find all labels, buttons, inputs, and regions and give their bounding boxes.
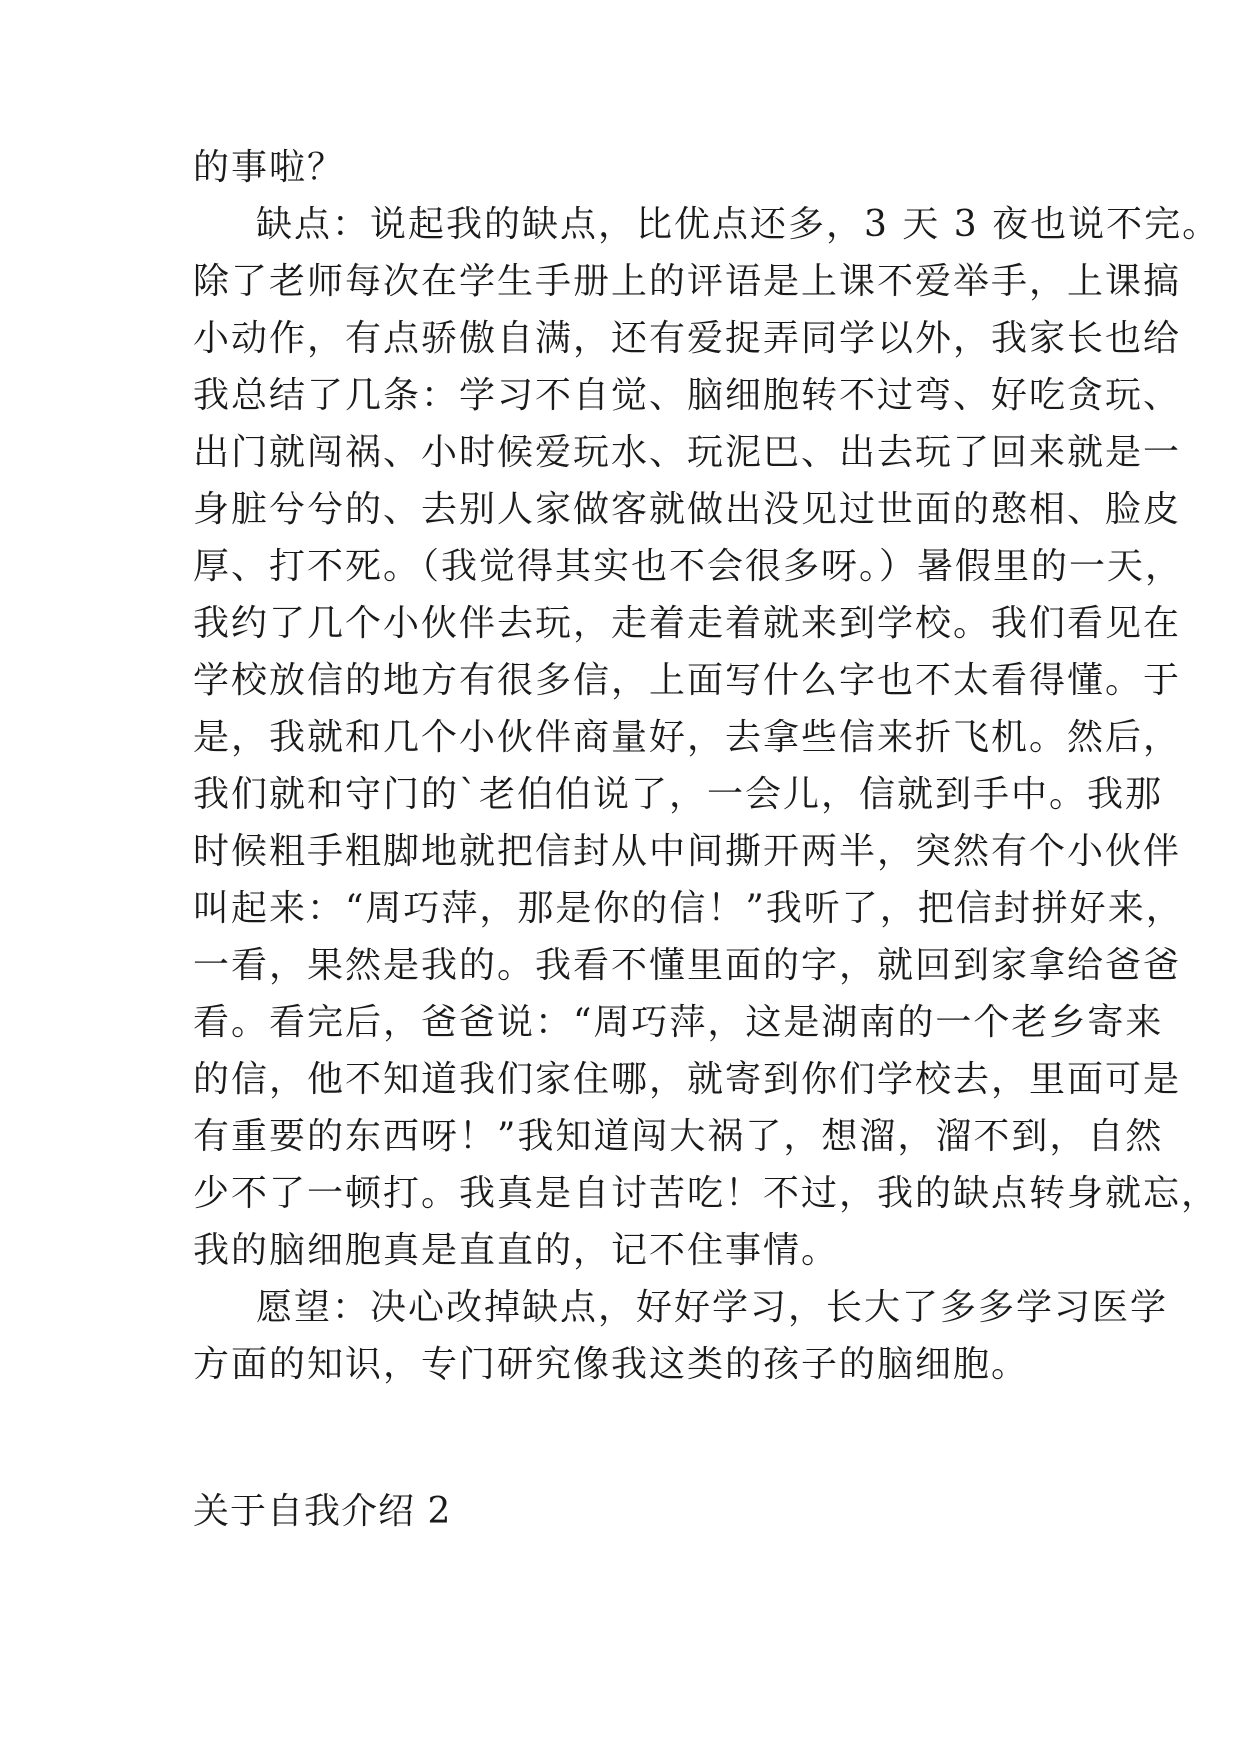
- paragraph-line: 厚、打不死。（我觉得其实也不会很多呀。）暑假里的一天，: [193, 546, 1184, 587]
- paragraph-line: 出门就闯祸、小时候爱玩水、玩泥巴、出去玩了回来就是一: [193, 432, 1182, 473]
- paragraph-line: 叫起来：“周巧萍，那是你的信！”我听了，把信封拼好来，: [193, 888, 1184, 929]
- paragraph-line: 我的脑细胞真是直直的，记不住事情。: [193, 1230, 840, 1271]
- paragraph-line: 我约了几个小伙伴去玩，走着走着就来到学校。我们看见在: [193, 603, 1182, 644]
- paragraph-line: 我们就和守门的`老伯伯说了，一会儿，信就到手中。我那: [193, 774, 1164, 815]
- paragraph-line: 小动作，有点骄傲自满，还有爱捉弄同学以外，我家长也给: [193, 318, 1182, 359]
- paragraph-line: 时候粗手粗脚地就把信封从中间撕开两半，突然有个小伙伴: [193, 831, 1182, 872]
- paragraph-line: 学校放信的地方有很多信，上面写什么字也不太看得懂。于: [193, 660, 1182, 701]
- paragraph-line: 一看，果然是我的。我看不懂里面的字，就回到家拿给爸爸: [193, 945, 1182, 986]
- paragraph-line: 我总结了几条：学习不自觉、脑细胞转不过弯、好吃贪玩、: [193, 375, 1182, 416]
- paragraph-line: 有重要的东西呀！”我知道闯大祸了，想溜，溜不到，自然: [193, 1116, 1164, 1157]
- paragraph-line: 缺点：说起我的缺点，比优点还多，3 天 3 夜也说不完。: [256, 204, 1221, 245]
- paragraph-line: 身脏兮兮的、去别人家做客就做出没见过世面的憨相、脸皮: [193, 489, 1182, 530]
- paragraph-line: 看。看完后，爸爸说：“周巧萍，这是湖南的一个老乡寄来: [193, 1002, 1164, 1043]
- paragraph-line: 的信，他不知道我们家住哪，就寄到你们学校去，里面可是: [193, 1059, 1182, 1100]
- paragraph-line: 除了老师每次在学生手册上的评语是上课不爱举手，上课搞: [193, 261, 1182, 302]
- paragraph-line: 少不了一顿打。我真是自讨苦吃！不过，我的缺点转身就忘，: [193, 1173, 1220, 1214]
- paragraph-line: 是，我就和几个小伙伴商量好，去拿些信来折飞机。然后，: [193, 717, 1182, 758]
- paragraph-line: 方面的知识，专门研究像我这类的孩子的脑细胞。: [193, 1344, 1030, 1385]
- paragraph-line: 的事啦？: [193, 147, 346, 188]
- paragraph-line: 愿望：决心改掉缺点，好好学习，长大了多多学习医学: [256, 1287, 1169, 1328]
- section-heading: 关于自我介绍 2: [193, 1491, 452, 1532]
